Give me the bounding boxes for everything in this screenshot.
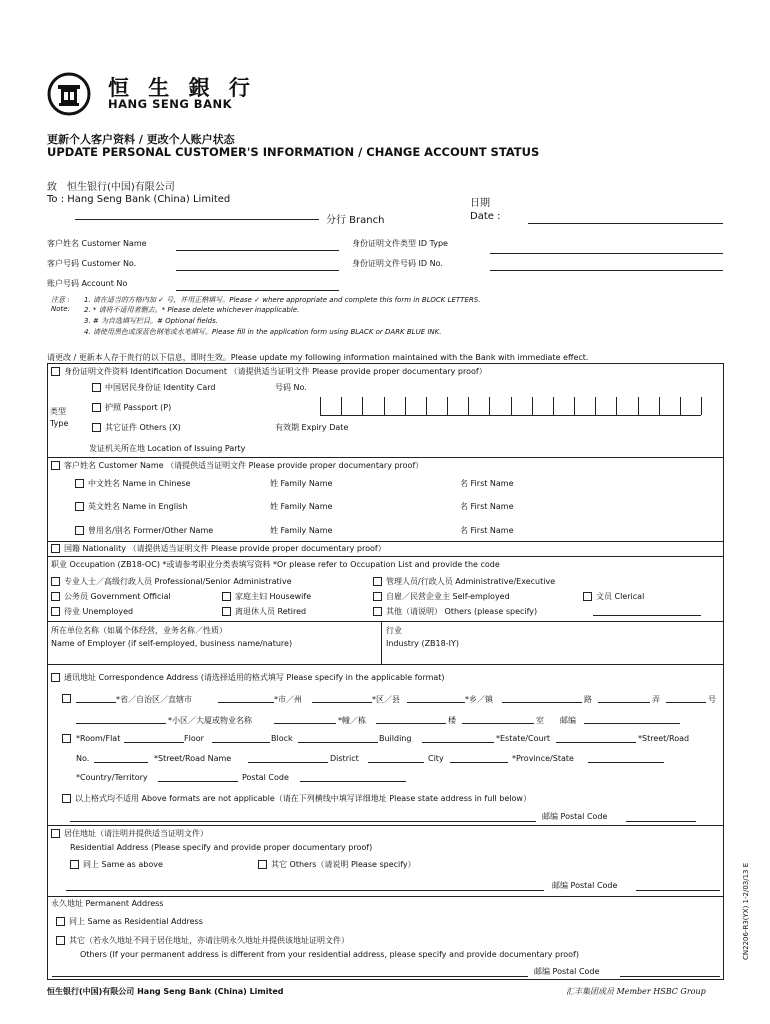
permanent-postal-field[interactable] xyxy=(620,976,720,977)
permanent-same-option: 同上 Same as Residential Address xyxy=(56,916,203,927)
id-number-box-divider xyxy=(659,397,660,415)
cn-format-checkbox[interactable] xyxy=(62,694,71,703)
others-id-option: 其它证件 Others (X) xyxy=(92,422,181,433)
form-code: CN2206-R3(YX) 1-2/03/13 E xyxy=(742,862,750,960)
divider xyxy=(47,664,724,665)
clerical-checkbox[interactable] xyxy=(583,592,592,601)
bank-name-en: HANG SENG BANK xyxy=(108,97,232,111)
expiry-label: 有效期 Expiry Date xyxy=(275,423,349,432)
residential-address-field[interactable] xyxy=(66,890,544,891)
permanent-others-option: 其它（若永久地址不同于居住地址，亦请注明永久地址并提供该地址证明文件） xyxy=(56,935,349,946)
nationality-header: 国籍 Nationality （请提供适当证明文件 Please provide proper documentary proof） xyxy=(51,543,386,554)
id-type-cn: 类型 xyxy=(50,407,66,416)
bank-logo-icon xyxy=(47,72,91,116)
id-number-box-divider xyxy=(489,397,490,415)
others-occupation-field[interactable] xyxy=(593,615,701,616)
id-number-box-divider xyxy=(405,397,406,415)
retired-checkbox[interactable] xyxy=(222,607,231,616)
address-cn-line1: *省／自治区／直辖市 *市／州 *区／县 *乡／镇 路 弄 号 xyxy=(62,694,717,703)
occupation-unemployed: 待业 Unemployed xyxy=(51,606,133,617)
date-label-cn: 日期 xyxy=(470,198,490,209)
address-na-checkbox[interactable] xyxy=(62,794,71,803)
industry-label-en: Industry (ZB18-IY) xyxy=(386,639,459,648)
residential-others-checkbox[interactable] xyxy=(258,860,267,869)
account-no-field[interactable] xyxy=(176,290,339,291)
id-card-checkbox[interactable] xyxy=(92,383,101,392)
occupation-self-employed: 自雇／民营企业主 Self-employed xyxy=(373,591,510,602)
id-card-option: 中国居民身份证 Identity Card xyxy=(92,382,215,393)
first-name-label-2: 名 First Name xyxy=(460,502,514,511)
occupation-housewife: 家庭主妇 Housewife xyxy=(222,591,311,602)
former-name-checkbox[interactable] xyxy=(75,526,84,535)
footer-hsbc-member: 汇丰集团成员 Member HSBC Group xyxy=(566,987,706,996)
customer-no-field[interactable] xyxy=(176,270,339,271)
id-number-box-divider xyxy=(532,397,533,415)
permanent-postal-label: 邮编 Postal Code xyxy=(534,967,600,976)
former-name-option: 曾用名/别名 Former/Other Name xyxy=(75,525,213,536)
instruction-text: 请更改 / 更新本人存于贵行的以下信息，即时生效。Please update my following information maintained with the Bank with immediate effect. xyxy=(47,353,589,362)
occupation-others: 其他（请说明） Others (please specify) xyxy=(373,606,537,617)
housewife-checkbox[interactable] xyxy=(222,592,231,601)
id-number-box-divider xyxy=(680,397,681,415)
chinese-name-option: 中文姓名 Name in Chinese xyxy=(75,478,190,489)
english-name-checkbox[interactable] xyxy=(75,502,84,511)
permanent-header: 永久地址 Permanent Address xyxy=(51,899,164,908)
id-number-box-divider xyxy=(616,397,617,415)
to-en: To : Hang Seng Bank (China) Limited xyxy=(47,194,231,205)
corr-postal-label: 邮编 Postal Code xyxy=(542,812,608,821)
address-na-option: 以上格式均不适用 Above formats are not applicable（请在下列横线中填写详细地址 Please state address in full below） xyxy=(62,793,531,804)
id-no-field[interactable] xyxy=(490,270,723,271)
chinese-name-checkbox[interactable] xyxy=(75,479,84,488)
note-1: 1. 请在适当的方格内加 ✓ 号，并用正楷填写。Please ✓ where appropriate and complete this form in BLOCK LETTERS. xyxy=(84,296,481,304)
residential-header: 居住地址（请注明并提供适当证明文件） xyxy=(51,828,208,839)
branch-label: 分行 Branch xyxy=(326,215,385,226)
corr-postal-field[interactable] xyxy=(626,821,696,822)
id-type-en: Type xyxy=(50,419,69,428)
permanent-same-checkbox[interactable] xyxy=(56,917,65,926)
correspondence-checkbox[interactable] xyxy=(51,673,60,682)
customer-name-field[interactable] xyxy=(176,250,339,251)
residential-postal-label: 邮编 Postal Code xyxy=(552,881,618,890)
divider xyxy=(381,621,382,664)
id-no-label: 身份证明文件号码 ID No. xyxy=(352,259,443,268)
correspondence-header: 通讯地址 Correspondence Address (请选择适用的格式填写 Please specify in the applicable format) xyxy=(51,672,445,683)
professional-checkbox[interactable] xyxy=(51,577,60,586)
address-en-line1: *Room/Flat Floor Block Building *Estate/Court *Street/Road xyxy=(62,734,722,743)
title-en: UPDATE PERSONAL CUSTOMER'S INFORMATION / CHANGE ACCOUNT STATUS xyxy=(47,145,540,159)
date-field[interactable] xyxy=(528,223,723,224)
name-section-header: 客户姓名 Customer Name （请提供适当证明文件 Please provide proper documentary proof） xyxy=(51,460,423,471)
note-2: 2. * 请将不适用者删去。* Please delete whichever inapplicable. xyxy=(84,306,300,314)
divider xyxy=(47,457,724,458)
employer-label-cn: 所在单位名称（如属个体经营，业务名称／性质） xyxy=(51,626,227,635)
note-label-cn: 注意 : xyxy=(51,296,70,304)
first-name-label-3: 名 First Name xyxy=(460,526,514,535)
permanent-others-en: Others (If your permanent address is different from your residential address, please specify and provide documentary proof) xyxy=(80,950,579,959)
residential-header-en: Residential Address (Please specify and provide proper documentary proof) xyxy=(70,843,373,852)
note-label-en: Note: xyxy=(51,305,70,313)
occupation-government: 公务员 Government Official xyxy=(51,591,171,602)
divider xyxy=(47,621,724,622)
customer-no-label: 客户号码 Customer No. xyxy=(47,259,137,268)
id-number-box-divider xyxy=(553,397,554,415)
branch-field[interactable] xyxy=(75,219,319,220)
id-number-box-divider xyxy=(384,397,385,415)
residential-same-checkbox[interactable] xyxy=(70,860,79,869)
id-number-box-divider xyxy=(638,397,639,415)
id-number-box-divider xyxy=(511,397,512,415)
divider xyxy=(47,556,724,557)
family-name-label-1: 姓 Family Name xyxy=(270,479,333,488)
id-number-box-divider xyxy=(341,397,342,415)
others-id-checkbox[interactable] xyxy=(92,423,101,432)
occupation-retired: 离退休人员 Retired xyxy=(222,606,306,617)
to-cn: 致 恒生银行(中国)有限公司 xyxy=(47,182,175,193)
id-section-checkbox[interactable] xyxy=(51,367,60,376)
family-name-label-3: 姓 Family Name xyxy=(270,526,333,535)
id-number-box-divider xyxy=(701,397,702,415)
occupation-header: 职业 Occupation (ZB18-OC) *或请参考职业分类表填写资料 *Or please refer to Occupation List and provide the code xyxy=(51,560,500,569)
en-format-checkbox[interactable] xyxy=(62,734,71,743)
residential-others-option: 其它 Others（请说明 Please specify） xyxy=(258,859,416,870)
first-name-label-1: 名 First Name xyxy=(460,479,514,488)
id-number-box-divider xyxy=(426,397,427,415)
passport-checkbox[interactable] xyxy=(92,403,101,412)
account-no-label: 账户号码 Account No xyxy=(47,279,128,288)
id-number-box-divider xyxy=(574,397,575,415)
passport-option: 护照 Passport (P) xyxy=(92,402,171,413)
id-number-box-divider xyxy=(320,397,321,415)
bank-name-cn: 恒 生 銀 行 xyxy=(108,75,256,100)
id-number-label: 号码 No. xyxy=(275,383,307,392)
note-3: 3. # 为自选填写栏目。# Optional fields. xyxy=(84,317,218,325)
permanent-address-field[interactable] xyxy=(52,976,528,977)
family-name-label-2: 姓 Family Name xyxy=(270,502,333,511)
full-address-field[interactable] xyxy=(70,821,536,822)
id-number-box-divider xyxy=(447,397,448,415)
residential-postal-field[interactable] xyxy=(636,890,720,891)
occupation-clerical: 文员 Clerical xyxy=(583,591,644,602)
permanent-others-checkbox[interactable] xyxy=(56,936,65,945)
id-number-box-divider xyxy=(468,397,469,415)
customer-name-label: 客户姓名 Customer Name xyxy=(47,239,147,248)
id-number-box-divider xyxy=(595,397,596,415)
residential-same-option: 同上 Same as above xyxy=(70,859,163,870)
divider xyxy=(47,825,724,826)
divider xyxy=(47,541,724,542)
id-section-header: 身份证明文件资料 Identification Document （请提供适当证明文件 Please provide proper documentary proof） xyxy=(51,366,487,377)
nationality-checkbox[interactable] xyxy=(51,544,60,553)
employer-label-en: Name of Employer (if self-employed, business name/nature) xyxy=(51,639,293,648)
note-4: 4. 请使用黑色或深蓝色钢笔或水笔填写。Please fill in the application form using BLACK or DARK BLUE INK. xyxy=(84,328,442,336)
footer-bank-name: 恒生银行(中国)有限公司 Hang Seng Bank (China) Limited xyxy=(47,987,284,996)
id-type-field[interactable] xyxy=(490,253,723,254)
unemployed-checkbox[interactable] xyxy=(51,607,60,616)
id-type-label: 身份证明文件类型 ID Type xyxy=(352,239,448,248)
government-checkbox[interactable] xyxy=(51,592,60,601)
industry-label-cn: 行业 xyxy=(386,626,402,635)
occupation-administrative: 管理人员/行政人员 Administrative/Executive xyxy=(373,576,555,587)
date-label-en: Date : xyxy=(470,211,501,222)
others-occupation-checkbox[interactable] xyxy=(373,607,382,616)
name-section-checkbox[interactable] xyxy=(51,461,60,470)
residential-checkbox[interactable] xyxy=(51,829,60,838)
administrative-checkbox[interactable] xyxy=(373,577,382,586)
title-cn: 更新个人客户资料 / 更改个人账户状态 xyxy=(47,133,235,146)
english-name-option: 英文姓名 Name in English xyxy=(75,501,187,512)
self-employed-checkbox[interactable] xyxy=(373,592,382,601)
issuing-label: 发证机关所在地 Location of Issuing Party xyxy=(89,444,246,453)
occupation-professional: 专业人士／高级行政人员 Professional/Senior Administrative xyxy=(51,576,292,587)
id-number-box-divider xyxy=(362,397,363,415)
